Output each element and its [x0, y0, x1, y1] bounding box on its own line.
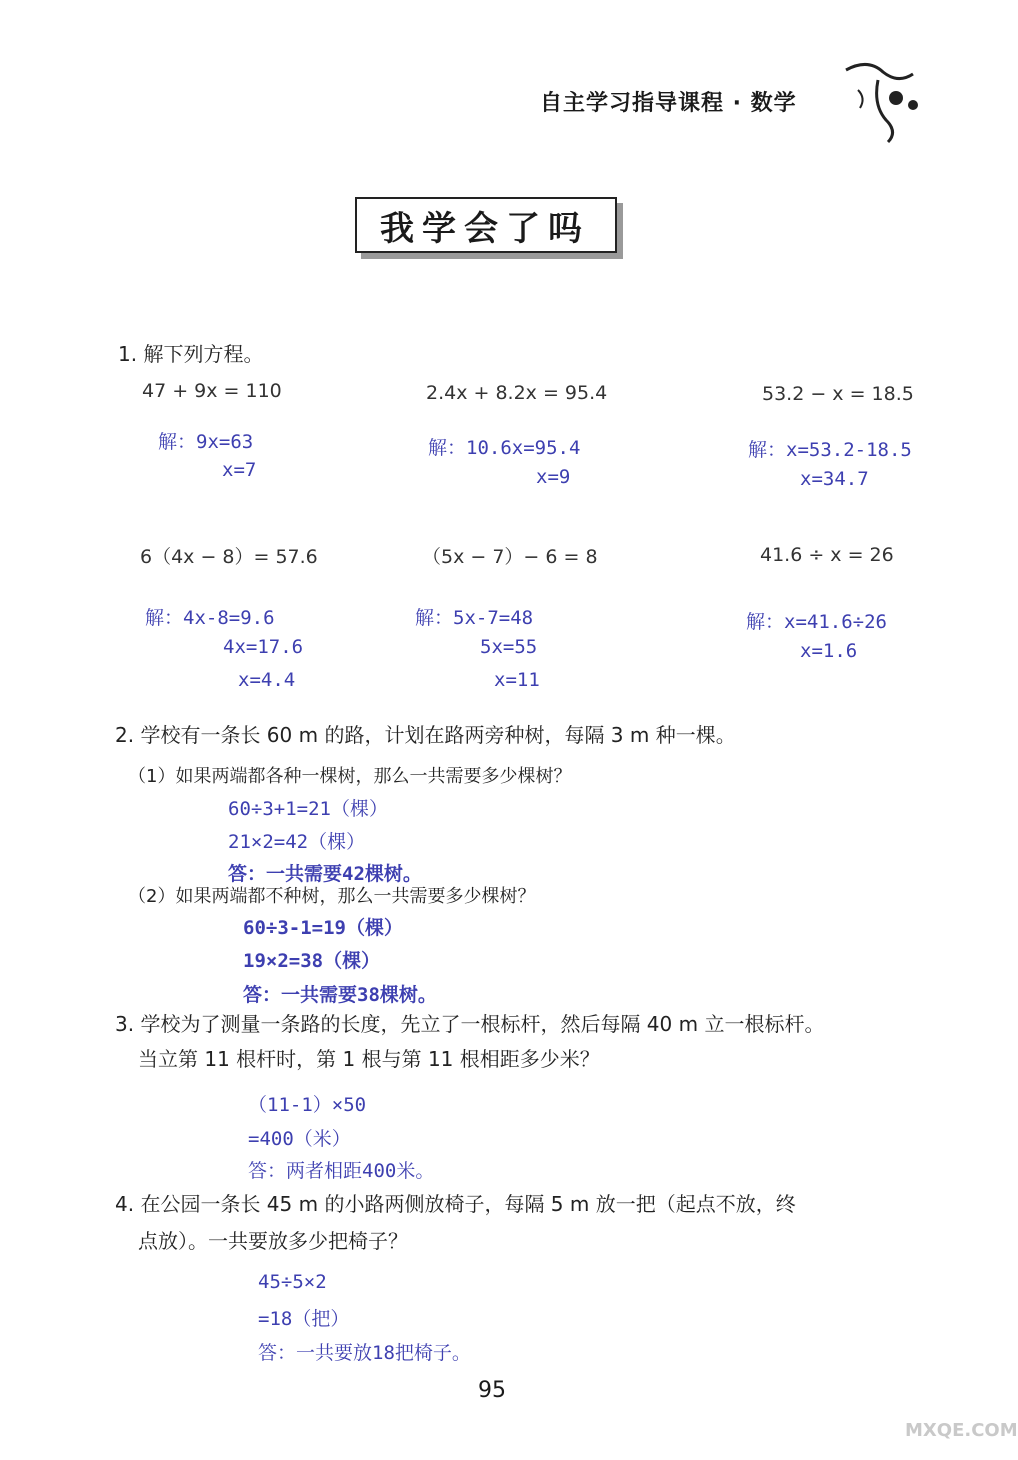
watermark: MXQE.COM	[905, 1420, 1018, 1441]
mascot-icon	[838, 50, 928, 145]
q1-eq2-step2: x=9	[536, 466, 571, 488]
q3-prompt-line1: 3. 学校为了测量一条路的长度，先立了一根标杆，然后每隔 40 m 立一根标杆。	[115, 1012, 825, 1036]
q2-sub2-answer: 答：一共需要38棵树。	[243, 984, 437, 1006]
q1-eq5-step2: 5x=55	[480, 636, 538, 658]
q3-prompt-line2: 当立第 11 根杆时，第 1 根与第 11 根相距多少米？	[138, 1047, 600, 1071]
q1-eq3-step2: x=34.7	[800, 468, 869, 490]
q1-eq1: 47 + 9x = 110	[142, 380, 282, 402]
q4-answer-line1: 45÷5×2	[258, 1271, 327, 1293]
q2-sub2-line2: 19×2=38（棵）	[243, 950, 381, 972]
q3-answer-line2: =400（米）	[248, 1128, 351, 1150]
q4-prompt-line2: 点放）。一共要放多少把椅子？	[138, 1229, 408, 1253]
q3-answer-line1: （11-1）×50	[248, 1094, 367, 1116]
q4-prompt-line1: 4. 在公园一条长 45 m 的小路两侧放椅子，每隔 5 m 放一把（起点不放，终	[115, 1192, 796, 1216]
q1-eq6-step2: x=1.6	[800, 640, 858, 662]
q1-eq6: 41.6 ÷ x = 26	[760, 544, 894, 566]
q2-sub2-prompt: （2）如果两端都不种树，那么一共需要多少棵树？	[128, 886, 536, 907]
q1-eq4-step1: 解：4x-8=9.6	[145, 607, 275, 629]
q1-eq1-step2: x=7	[222, 459, 257, 481]
q1-eq6-step1: 解：x=41.6÷26	[746, 611, 887, 633]
q3-answer: 答：两者相距400米。	[248, 1160, 435, 1182]
q4-answer: 答：一共要放18把椅子。	[258, 1342, 471, 1364]
course-header: 自主学习指导课程 · 数学	[540, 91, 797, 116]
q1-eq5-step3: x=11	[494, 669, 540, 691]
q1-eq4: 6（4x − 8）= 57.6	[140, 546, 318, 568]
q1-eq5: （5x − 7）− 6 = 8	[422, 546, 598, 568]
q2-prompt: 2. 学校有一条长 60 m 的路，计划在路两旁种树，每隔 3 m 种一棵。	[115, 723, 736, 747]
q2-sub2-line1: 60÷3-1=19（棵）	[243, 917, 403, 939]
section-title: 我学会了吗	[380, 209, 590, 249]
q1-eq4-step3: x=4.4	[238, 669, 296, 691]
q1-eq2: 2.4x + 8.2x = 95.4	[426, 382, 608, 404]
q1-eq1-step1: 解：9x=63	[158, 431, 254, 453]
q2-sub1-line2: 21×2=42（棵）	[228, 831, 366, 853]
q1-eq5-step1: 解：5x-7=48	[415, 607, 534, 629]
q1-eq4-step2: 4x=17.6	[223, 636, 304, 658]
q1-prompt: 1. 解下列方程。	[118, 342, 264, 366]
q2-sub1-answer: 答：一共需要42棵树。	[228, 863, 422, 885]
q2-sub1-line1: 60÷3+1=21（棵）	[228, 798, 388, 820]
q4-answer-line2: =18（把）	[258, 1308, 350, 1330]
page-number: 95	[478, 1378, 506, 1403]
q1-eq3: 53.2 − x = 18.5	[762, 383, 914, 405]
q1-eq3-step1: 解：x=53.2-18.5	[748, 439, 912, 461]
q1-eq2-step1: 解：10.6x=95.4	[428, 437, 581, 459]
q2-sub1-prompt: （1）如果两端都各种一棵树，那么一共需要多少棵树？	[128, 766, 572, 787]
